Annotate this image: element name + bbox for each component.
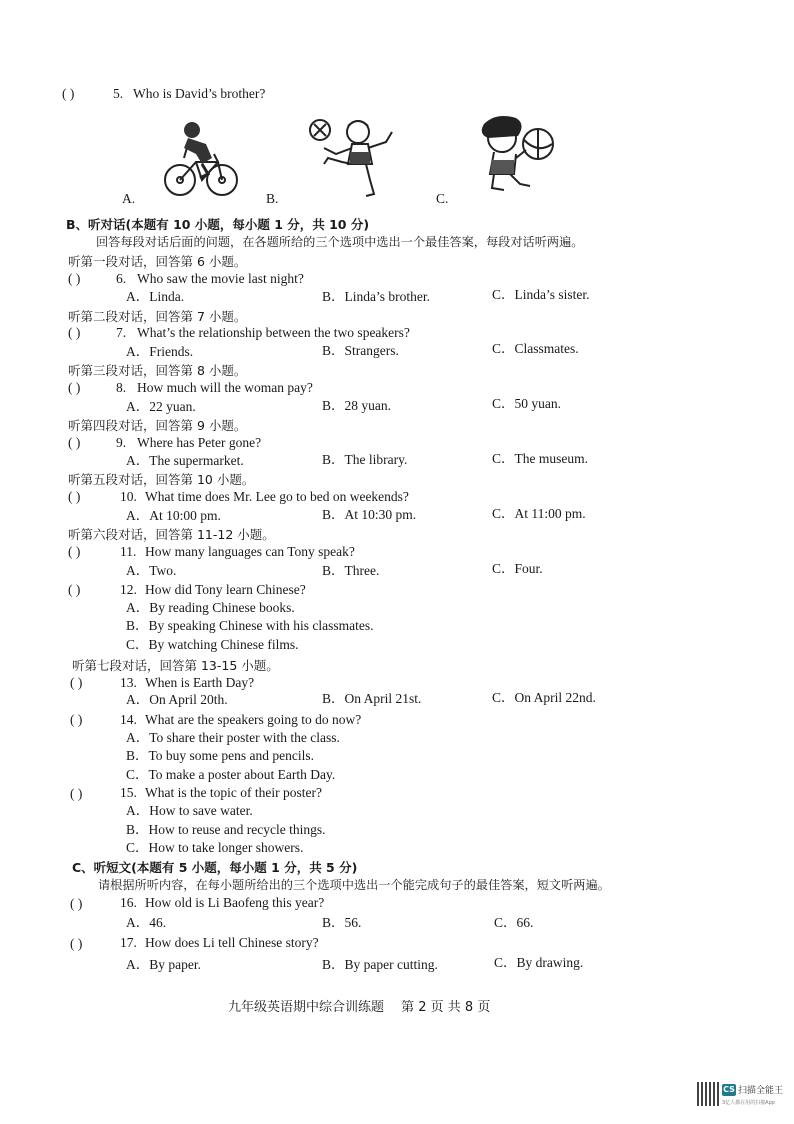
option-b: B．At 10:30 pm. [322,507,417,522]
option-a: A．22 yuan. [126,399,196,414]
option-c: C．To make a poster about Earth Day. [126,767,336,782]
question-text: How much will the woman pay? [137,380,313,395]
question-number: 10. [120,489,137,504]
answer-blank: ( ) [70,712,83,727]
answer-blank: ( ) [62,86,75,101]
question-number: 6. [116,271,127,286]
option-c: C．At 11:00 pm. [492,506,586,521]
group-label: 听第七段对话，回答第 13-15 小题。 [72,658,279,673]
question-number: 17. [120,935,137,950]
question-number: 11. [120,544,137,559]
question-number: 8. [116,380,127,395]
question-text: When is Earth Day? [145,675,255,690]
option-c: C．50 yuan. [492,396,561,411]
answer-blank: ( ) [68,489,81,504]
option-c: C．Linda’s sister. [492,287,590,302]
scanner-tagline: 3亿人都在用的扫描App [722,1100,775,1106]
scanner-logo-icon: CS [723,1085,735,1094]
option-a: A．The supermarket. [126,453,244,468]
qr-code-icon [697,1082,719,1106]
question-number: 12. [120,582,137,597]
answer-blank: ( ) [68,380,81,395]
group-label: 听第四段对话，回答第 9 小题。 [68,418,247,433]
question-text: How did Tony learn Chinese? [145,582,306,597]
page-footer: 九年级英语期中综合训练题 第 2 页 共 8 页 [228,1000,491,1015]
question-number: 15. [120,785,137,800]
option-b: B．Three. [322,563,380,578]
question-text: Where has Peter gone? [137,435,262,450]
option-b: B．To buy some pens and pencils. [126,748,315,763]
question-text: What time does Mr. Lee go to bed on weekends? [145,489,409,504]
answer-blank: ( ) [70,675,83,690]
question-number: 13. [120,675,137,690]
question-text: How does Li tell Chinese story? [145,935,319,950]
option-b: B．Strangers. [322,343,399,358]
option-b: B．The library. [322,452,408,467]
option-c: C．How to take longer showers. [126,840,304,855]
section-c-title: C、听短文(本题有 5 小题，每小题 1 分，共 5 分) [72,860,358,875]
answer-blank: ( ) [68,435,81,450]
question-number: 9. [116,435,127,450]
question-text: What are the speakers going to do now? [145,712,362,727]
answer-blank: ( ) [68,271,81,286]
option-c: C．Classmates. [492,341,579,356]
question-text: How old is Li Baofeng this year? [145,895,325,910]
option-a: A．46. [126,915,167,930]
option-b: B．Linda’s brother. [322,289,430,304]
option-a: A．By reading Chinese books. [126,600,295,615]
option-a: A．To share their poster with the class. [126,730,340,745]
answer-blank: ( ) [70,896,83,911]
section-b-instruction: 回答每段对话后面的问题，在各题所给的三个选项中选出一个最佳答案，每段对话听两遍。 [96,235,584,249]
section-c-instruction: 请根据所听内容，在每小题所给出的三个选项中选出一个能完成句子的最佳答案，短文听两遍。 [98,878,610,892]
group-label: 听第一段对话，回答第 6 小题。 [68,254,247,269]
option-a: A．How to save water. [126,803,253,818]
option-b: B．By speaking Chinese with his classmates. [126,618,374,633]
option-b: B．On April 21st. [322,691,422,706]
basketball-player-picture [476,114,560,200]
answer-blank: ( ) [68,582,81,597]
footballer-picture [306,118,396,200]
question-text: How many languages can Tony speak? [145,544,355,559]
cyclist-picture [162,118,242,200]
scanner-brand: 扫描全能王 [738,1086,784,1096]
option-c: C．By watching Chinese films. [126,637,299,652]
group-label: 听第五段对话，回答第 10 小题。 [68,472,255,487]
question-number: 16. [120,895,137,910]
option-a: A．At 10:00 pm. [126,508,221,523]
option-c: C．Four. [492,561,543,576]
option-c: C．On April 22nd. [492,690,596,705]
answer-blank: ( ) [68,325,81,340]
option-c: C．By drawing. [494,955,584,970]
option-b: B．How to reuse and recycle things. [126,822,326,837]
option-c: C．66. [494,915,534,930]
option-b-label: B. [266,191,279,206]
option-a: A．Two. [126,563,177,578]
question-text: Who is David’s brother? [133,86,266,101]
question-text: What’s the relationship between the two speakers? [137,325,410,340]
option-b: B．56. [322,915,362,930]
group-label: 听第三段对话，回答第 8 小题。 [68,363,247,378]
option-b: B．28 yuan. [322,398,391,413]
question-number: 5. [113,86,124,101]
section-b-title: B、听对话(本题有 10 小题，每小题 1 分，共 10 分) [66,217,370,232]
option-a-label: A. [122,191,136,206]
option-a: A．By paper. [126,957,201,972]
answer-blank: ( ) [70,786,83,801]
option-a: A．On April 20th. [126,692,228,707]
answer-blank: ( ) [70,936,83,951]
option-a: A．Friends. [126,344,194,359]
question-text: Who saw the movie last night? [137,271,304,286]
question-number: 7. [116,325,127,340]
group-label: 听第二段对话，回答第 7 小题。 [68,309,247,324]
answer-blank: ( ) [68,544,81,559]
option-b: B．By paper cutting. [322,957,438,972]
option-a: A．Linda. [126,289,185,304]
option-c: C．The museum. [492,451,588,466]
option-c-label: C. [436,191,449,206]
question-number: 14. [120,712,137,727]
question-text: What is the topic of their poster? [145,785,322,800]
group-label: 听第六段对话，回答第 11-12 小题。 [68,527,275,542]
